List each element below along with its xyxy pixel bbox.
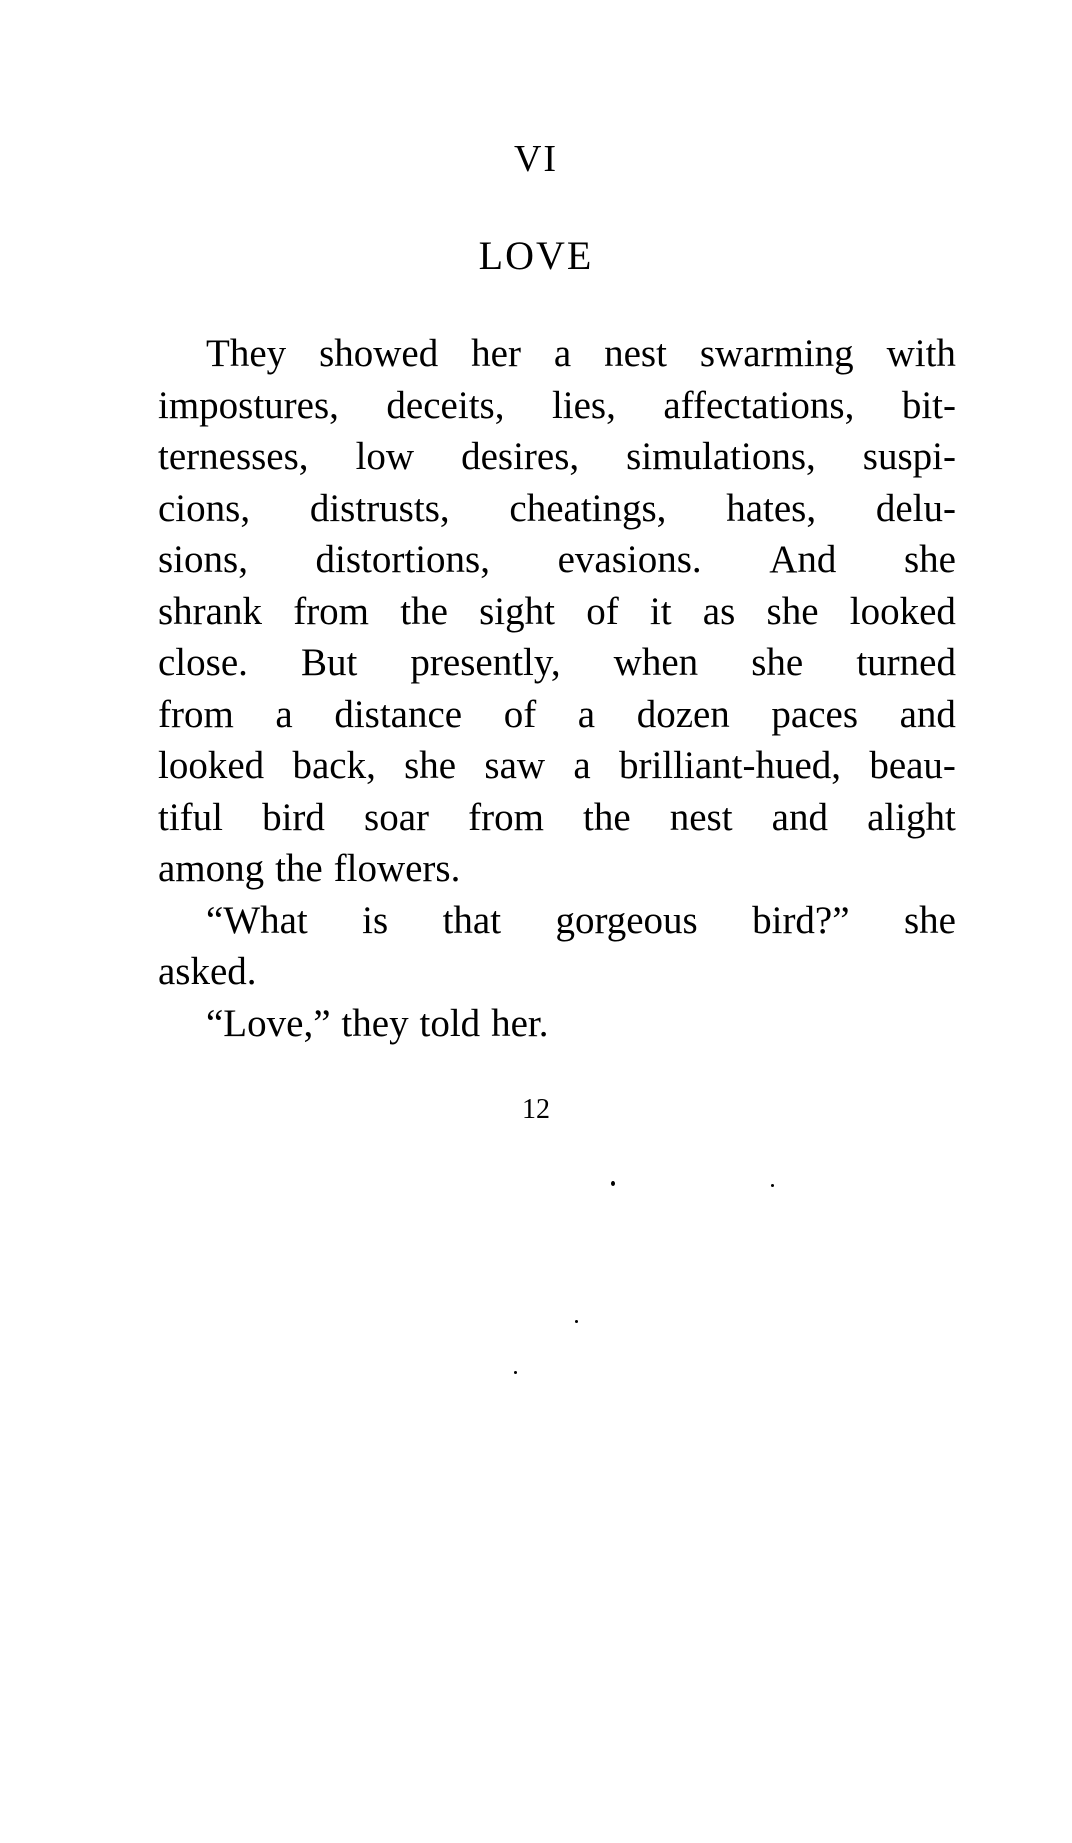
print-speck [575, 1320, 578, 1323]
print-speck [611, 1181, 615, 1186]
text-line: tiful bird soar from the nest and alight [158, 795, 956, 839]
text-line: among the flowers. [158, 847, 461, 890]
text-line: impostures, deceits, lies, affectations, bit- [158, 383, 956, 427]
text-line: looked back, she saw a brilliant-hued, beau- [158, 744, 956, 787]
text-line: They showed her a nest swarming with [206, 332, 956, 375]
text-line: “Love,” they told her. [206, 1001, 549, 1045]
text-line: cions, distrusts, cheatings, hates, delu- [158, 486, 956, 530]
chapter-body-text [158, 328, 956, 1049]
chapter-title: LOVE [478, 233, 594, 278]
text-line: sions, distortions, evasions. And she [158, 538, 956, 581]
chapter-number: VI [513, 138, 559, 180]
text-line: from a distance of a dozen paces and [158, 692, 956, 736]
text-line: ternesses, low desires, simulations, suspi- [158, 435, 956, 478]
text-line: close. But presently, when she turned [158, 641, 956, 684]
page-number: 12 [522, 1094, 550, 1125]
text-line: asked. [158, 950, 257, 993]
text-line: shrank from the sight of it as she looked [158, 589, 956, 633]
print-speck [771, 1184, 774, 1187]
print-speck [514, 1371, 517, 1374]
text-line: “What is that gorgeous bird?” she [206, 898, 956, 942]
